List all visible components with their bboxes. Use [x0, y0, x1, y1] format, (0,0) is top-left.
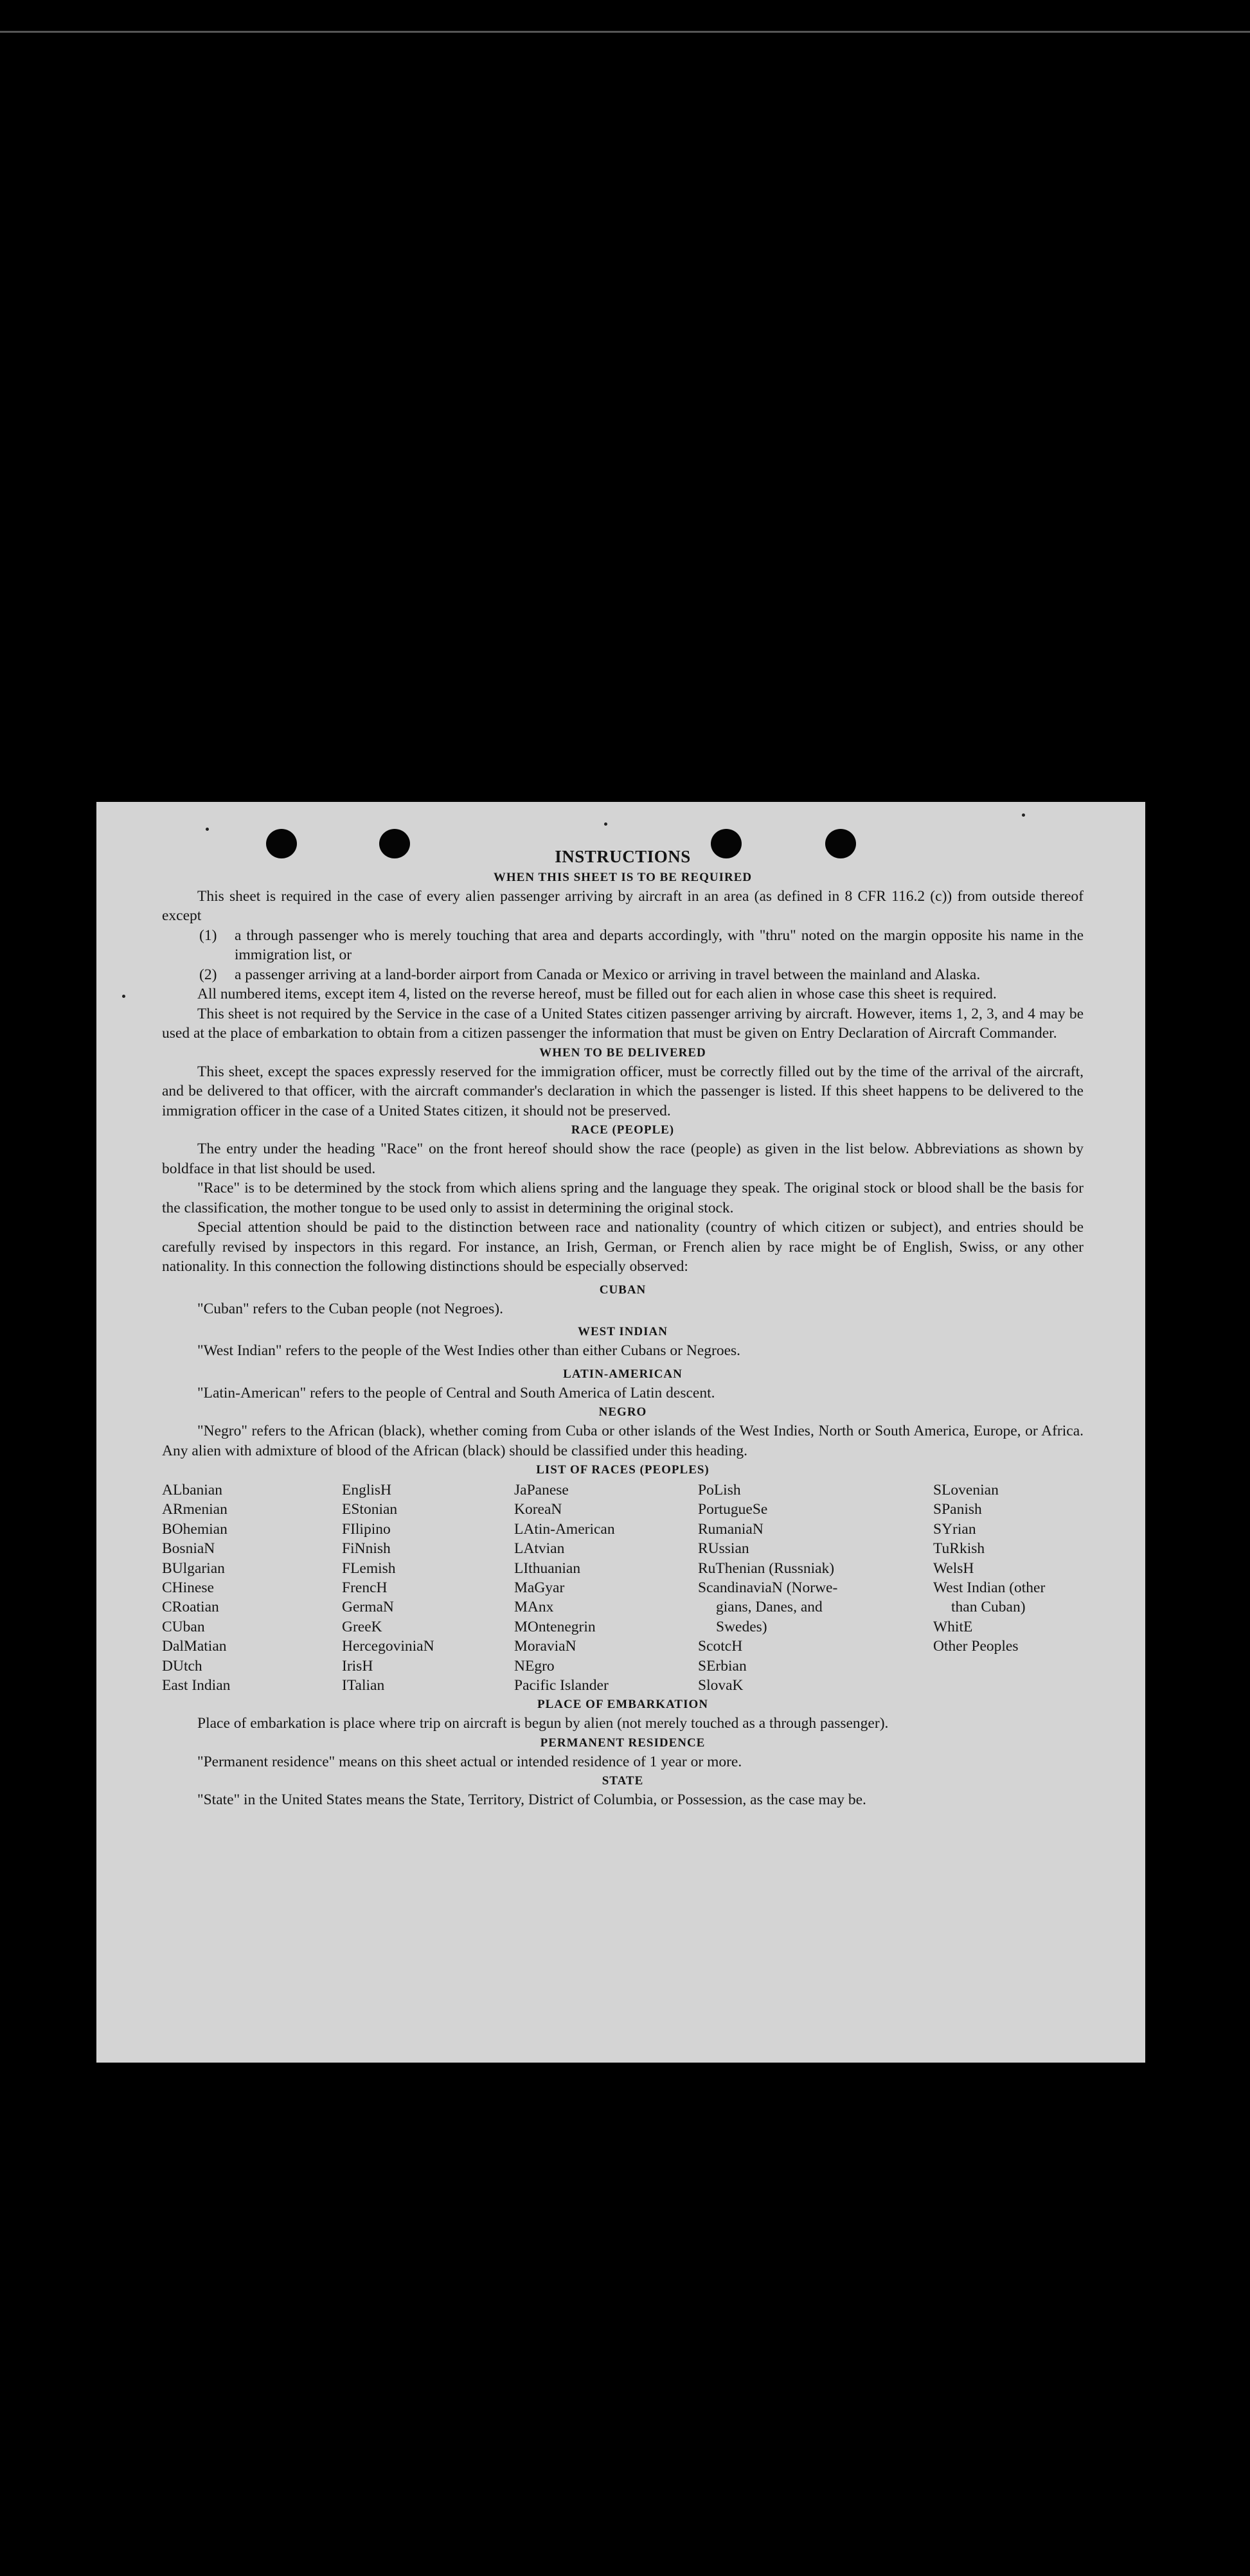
race-item: Pacific Islander [514, 1677, 609, 1694]
section-heading: WHEN TO BE DELIVERED [539, 1045, 706, 1060]
race-item: MAnx [514, 1599, 554, 1616]
race-item: SLovenian [933, 1482, 999, 1498]
list-item [199, 926, 1084, 965]
race-item: ScandinaviaN (Norwe- [698, 1579, 838, 1597]
race-item: SYrian [933, 1520, 976, 1538]
race-item: EnglisH [342, 1482, 392, 1498]
paragraph: This sheet is required in the case of every alien passenger arriving by aircraft in an area (as defined in 8 CFR 116.2 (c)) from outside thereof except [162, 887, 1084, 924]
race-item: Other Peoples [933, 1638, 1019, 1655]
punch-hole [825, 829, 856, 858]
section-heading: LATIN-AMERICAN [563, 1367, 683, 1381]
race-item: MoraviaN [514, 1638, 576, 1655]
section-heading: PERMANENT RESIDENCE [540, 1736, 706, 1750]
paragraph: All numbered items, except item 4, listed on the reverse hereof, must be filled out for each alien in whose case this sheet is required. [197, 986, 997, 1002]
race-item: RuThenian (Russniak) [698, 1559, 835, 1577]
document-title: INSTRUCTIONS [555, 847, 691, 866]
race-item: ITalian [342, 1677, 385, 1694]
race-item: IrisH [342, 1657, 373, 1674]
race-item: Swedes) [716, 1618, 767, 1635]
race-item: CHinese [162, 1579, 214, 1597]
races-column [698, 1480, 933, 1695]
race-item: SlovaK [698, 1677, 744, 1694]
race-item: FIlipino [342, 1520, 391, 1538]
race-item: East Indian [162, 1677, 231, 1694]
races-column [162, 1480, 342, 1695]
race-item: FiNnish [342, 1540, 391, 1558]
race-item: RUssian [698, 1540, 749, 1558]
paragraph: This sheet, except the spaces expressly reserved for the immigration officer, must be correctly filled out by the time of the arrival of the aircraft, and be delivered to that officer, with the aircraft commander's declaration in which the passenger is listed. If this sheet happens to be delivered to the immigration officer in the case of a United States citizen, it should not be preserved. [162, 1063, 1084, 1119]
race-item: FLemish [342, 1559, 396, 1577]
race-item: MaGyar [514, 1579, 565, 1597]
race-item: West Indian (other [933, 1579, 1046, 1597]
dust-speck [122, 995, 125, 998]
race-item: ALbanian [162, 1482, 222, 1498]
list-text: a passenger arriving at a land-border airport from Canada or Mexico or arriving in travel between the mainland and Alaska. [235, 966, 981, 983]
section-heading: PLACE OF EMBARKATION [537, 1698, 708, 1712]
paragraph: "Race" is to be determined by the stock from which aliens spring and the language they speak. The original stock or blood shall be the basis for the classification, the mother tongue to be used only to assist in determining the original stock. [162, 1180, 1084, 1216]
section-heading: WHEN THIS SHEET IS TO BE REQUIRED [493, 870, 753, 884]
races-column [514, 1480, 698, 1695]
paragraph: "Permanent residence" means on this sheet actual or intended residence of 1 year or more. [197, 1753, 742, 1770]
section-heading: RACE (PEOPLE) [571, 1123, 675, 1137]
top-rule [0, 31, 1250, 33]
dust-speck [604, 822, 607, 826]
race-item: JaPanese [514, 1482, 569, 1498]
list-text: a through passenger who is merely touching that area and departs accordingly, with "thru" noted on the margin opposite his name in the immigration list, or [235, 927, 1084, 963]
paragraph: "West Indian" refers to the people of the West Indies other than either Cubans or Negroes. [197, 1342, 741, 1359]
race-item: CRoatian [162, 1599, 219, 1616]
race-item: LAtvian [514, 1540, 565, 1558]
races-column [342, 1480, 514, 1695]
race-item: TuRkish [933, 1540, 985, 1558]
section-heading: WEST INDIAN [578, 1325, 668, 1338]
punch-hole [711, 829, 742, 858]
races-list [162, 1480, 1084, 1695]
race-item: BOhemian [162, 1520, 228, 1538]
race-item: gians, Danes, and [716, 1599, 823, 1616]
race-item: NEgro [514, 1657, 555, 1674]
race-item: PoLish [698, 1482, 741, 1498]
race-item: GermaN [342, 1599, 394, 1616]
paragraph: "Latin-American" refers to the people of Central and South America of Latin descent. [197, 1384, 715, 1401]
list-item [199, 965, 1084, 985]
paragraph: "Negro" refers to the African (black), whether coming from Cuba or other islands of the West Indies, North or South America, Europe, or Africa. Any alien with admixture of blood of the African (black) should be classified under this heading. [162, 1423, 1084, 1459]
race-item: KoreaN [514, 1501, 562, 1518]
race-item: MOntenegrin [514, 1618, 596, 1635]
race-item: BUlgarian [162, 1559, 225, 1577]
list-number: (1) [199, 927, 217, 944]
instruction-sheet [96, 802, 1145, 2063]
race-item: RumaniaN [698, 1520, 763, 1538]
section-heading: NEGRO [598, 1405, 647, 1419]
race-item: DalMatian [162, 1638, 227, 1655]
race-item: HercegoviniaN [342, 1638, 434, 1655]
section-heading: STATE [602, 1774, 644, 1788]
race-item: BosniaN [162, 1540, 215, 1558]
race-item: EStonian [342, 1501, 398, 1518]
section-heading: CUBAN [599, 1283, 647, 1297]
race-item: than Cuban) [951, 1599, 1026, 1616]
race-item: DUtch [162, 1657, 202, 1674]
race-item: WelsH [933, 1559, 974, 1577]
paragraph: Place of embarkation is place where trip on aircraft is begun by alien (not merely touched as a through passenger). [197, 1715, 889, 1732]
paragraph: "Cuban" refers to the Cuban people (not Negroes). [197, 1300, 503, 1317]
paragraph: This sheet is not required by the Service in the case of a United States citizen passenger arriving by aircraft. However, items 1, 2, 3, and 4 may be used at the place of embarkation to obtain from a citizen passenger the information that must be given on Entry Declaration of Aircraft Commander. [162, 1005, 1084, 1042]
paragraph: The entry under the heading "Race" on the front hereof should show the race (people) as given in the list below. Abbreviations as shown by boldface in that list should be used. [162, 1141, 1084, 1177]
punch-hole [379, 829, 410, 858]
race-item: ARmenian [162, 1501, 228, 1518]
races-heading: LIST OF RACES (PEOPLES) [536, 1463, 710, 1477]
dust-speck [1022, 813, 1025, 817]
race-item: ScotcH [698, 1638, 743, 1655]
race-item: CUban [162, 1618, 205, 1635]
dust-speck [206, 828, 209, 831]
races-column [933, 1480, 1100, 1695]
race-item: LAtin-American [514, 1520, 615, 1538]
race-item: SErbian [698, 1657, 747, 1674]
race-item: PortugueSe [698, 1501, 768, 1518]
paragraph: Special attention should be paid to the distinction between race and nationality (country of which citizen or subject), and entries should be carefully revised by inspectors in this regard. For instance, an Irish, German, or French alien by race might be of English, Swiss, or any other nationality. In this connection the following distinctions should be especially observed: [162, 1219, 1084, 1275]
paragraph: "State" in the United States means the State, Territory, District of Columbia, or Possession, as the case may be. [197, 1791, 866, 1809]
list-number: (2) [199, 966, 217, 983]
race-item: LIthuanian [514, 1559, 581, 1577]
punch-hole [266, 829, 297, 858]
race-item: FrencH [342, 1579, 388, 1597]
race-item: WhitE [933, 1618, 973, 1635]
race-item: GreeK [342, 1618, 382, 1635]
race-item: SPanish [933, 1501, 982, 1518]
